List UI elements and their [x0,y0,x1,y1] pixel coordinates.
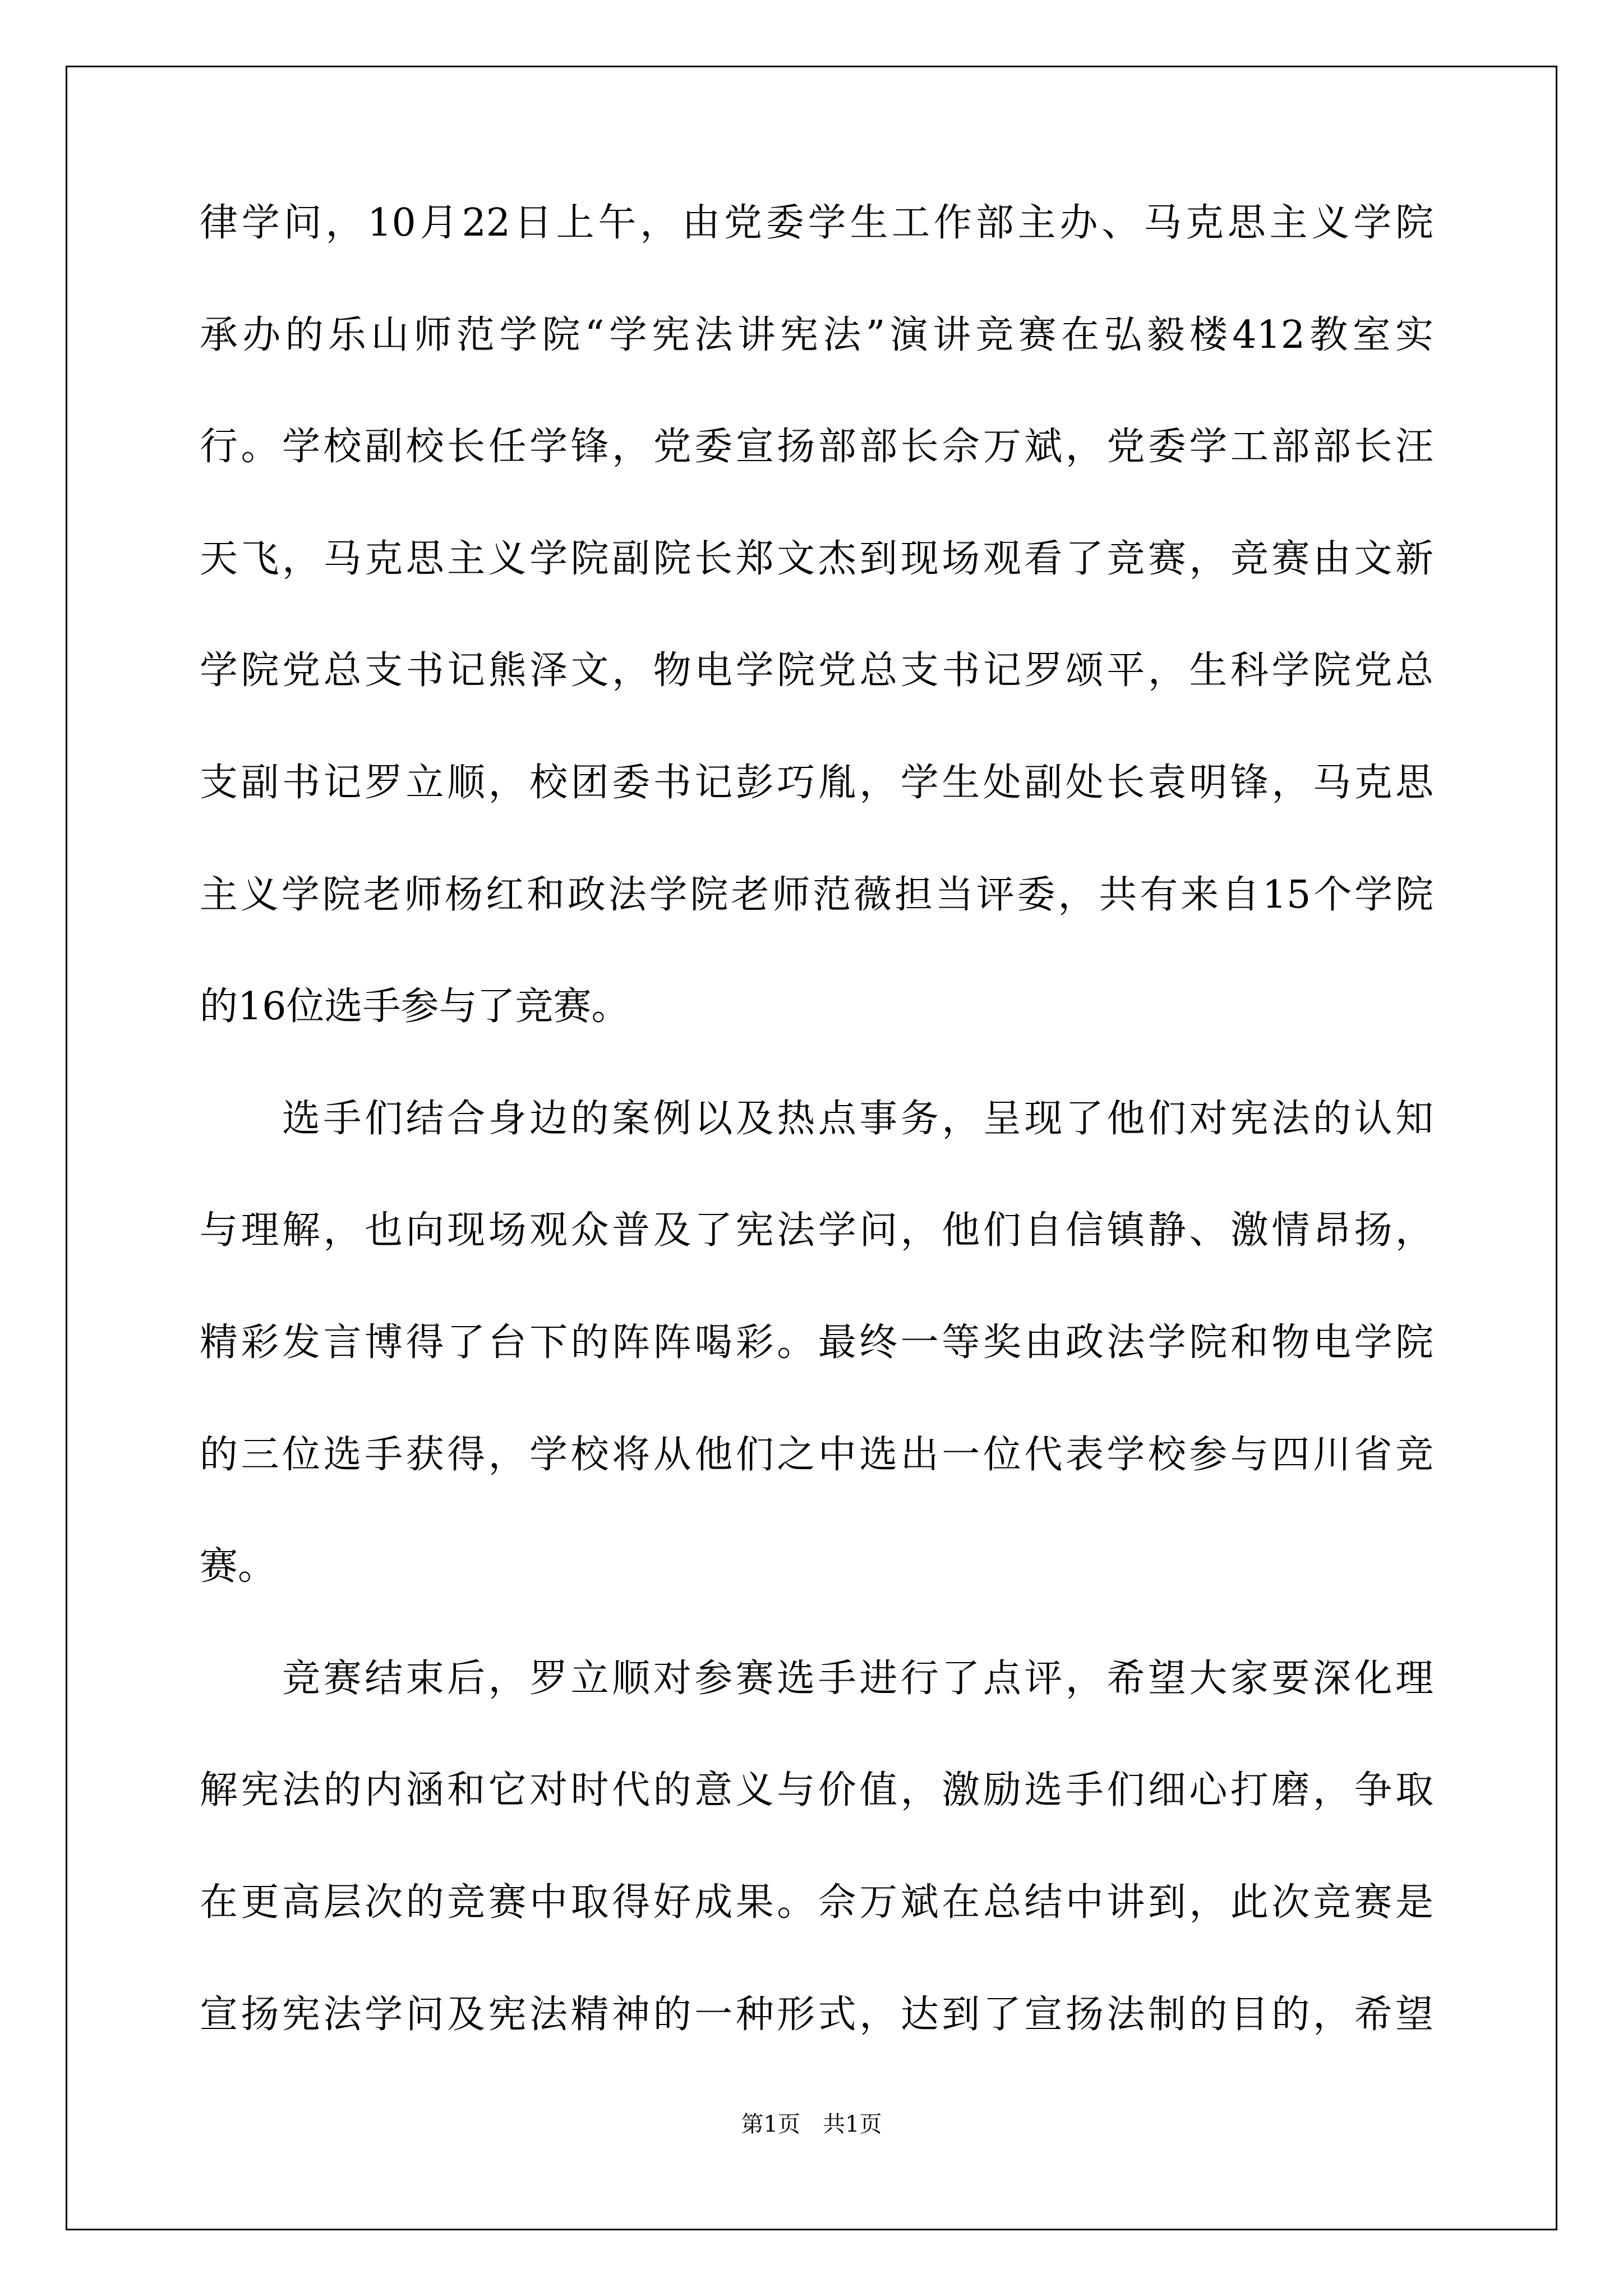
text-line: 行。学校副校长任学锋，党委宣扬部部长佘万斌，党委学工部部长汪 [200,425,1433,470]
document-body [200,195,1433,2099]
text-line: 学院党总支书记熊泽文，物电学院党总支书记罗颂平，生科学院党总 [200,648,1433,693]
text-line: 的三位选手获得，学校将从他们之中选出一位代表学校参与四川省竞 [200,1432,1433,1477]
text-line: 选手们结合身边的案例以及热点事务，呈现了他们对宪法的认知 [200,1096,1433,1141]
page-footer: 第1页 共1页 [741,2111,882,2137]
text-line: 律学问，10月22日上午，由党委学生工作部主办、马克思主义学院 [200,201,1433,245]
text-line: 精彩发言博得了台下的阵阵喝彩。最终一等奖由政法学院和物电学院 [200,1320,1433,1365]
text-line: 主义学院老师杨红和政法学院老师范薇担当评委，共有来自15个学院 [200,872,1433,917]
text-line: 竞赛结束后，罗立顺对参赛选手进行了点评，希望大家要深化理 [200,1656,1433,1701]
text-line: 在更高层次的竞赛中取得好成果。佘万斌在总结中讲到，此次竞赛是 [200,1880,1433,1925]
text-line: 赛。 [200,1544,276,1589]
text-line: 解宪法的内涵和它对时代的意义与价值，激励选手们细心打磨，争取 [200,1768,1433,1813]
text-line: 的16位选手参与了竞赛。 [200,984,630,1029]
text-line: 与理解，也向现场观众普及了宪法学问，他们自信镇静、激情昂扬， [200,1208,1433,1253]
text-line: 天飞，马克思主义学院副院长郑文杰到现场观看了竞赛，竞赛由文新 [200,536,1433,581]
text-line: 支副书记罗立顺，校团委书记彭巧胤，学生处副处长袁明锋，马克思 [200,760,1433,805]
text-line: 承办的乐山师范学院“学宪法讲宪法”演讲竞赛在弘毅楼412教室实 [200,312,1433,357]
text-line: 宣扬宪法学问及宪法精神的一种形式，达到了宣扬法制的目的，希望 [200,1992,1433,2037]
